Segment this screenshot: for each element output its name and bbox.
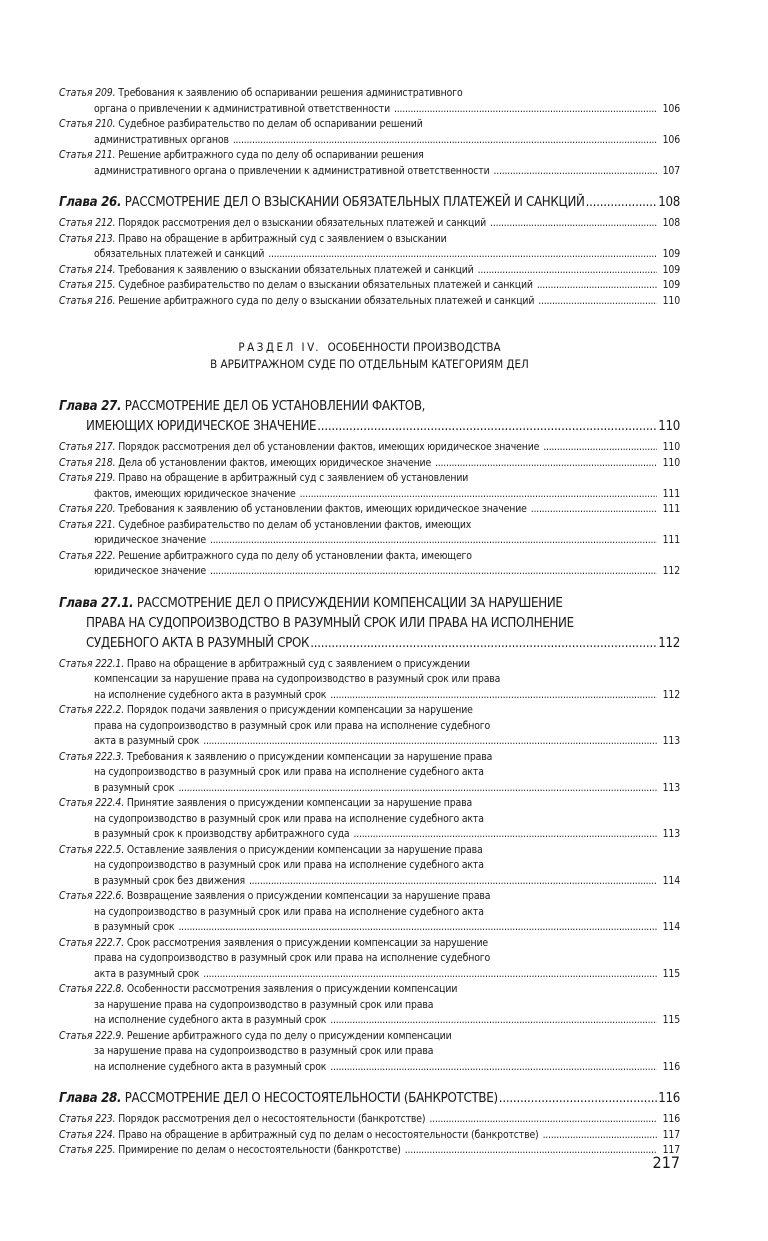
page-ref[interactable]: 106	[662, 102, 680, 115]
article-title: Решение арбитражного суда по делу о взыскании обязательных платежей и санкций	[118, 294, 535, 307]
dot-leader	[203, 967, 657, 983]
article-entry[interactable]	[59, 440, 680, 456]
entry-line	[59, 247, 680, 263]
article-number: Статья 222.1.	[59, 657, 125, 670]
dot-leader	[478, 263, 657, 279]
chapter-block	[59, 339, 680, 580]
entry-line	[59, 564, 680, 580]
chapter-number: Глава 27.	[59, 399, 122, 414]
dot-leader	[435, 456, 657, 472]
page-ref[interactable]: 109	[662, 263, 680, 276]
article-title: на исполнение судебного акта в разумный срок	[94, 1014, 327, 1026]
entry-line	[59, 634, 680, 654]
entry-line	[59, 920, 680, 936]
article-number: Статья 222.4.	[59, 797, 125, 809]
entry-line	[59, 998, 680, 1014]
article-number: Статья 210.	[59, 118, 116, 130]
entry-line	[59, 216, 680, 232]
article-number: Статья 225.	[59, 1144, 116, 1156]
article-number: Статья 219.	[59, 472, 116, 484]
chapter-block	[59, 1089, 680, 1159]
dot-leader	[203, 734, 657, 750]
article-entry[interactable]	[59, 1112, 680, 1128]
entry-line	[59, 397, 680, 417]
entry-line	[59, 456, 680, 472]
page-ref[interactable]: 114	[662, 921, 680, 933]
article-number: Статья 217.	[59, 441, 116, 453]
entry-line	[59, 193, 680, 213]
entry-line	[59, 905, 680, 921]
article-title: юридическое значение	[94, 565, 206, 577]
page-ref[interactable]: 110	[658, 419, 680, 434]
page-ref[interactable]: 117	[662, 1128, 680, 1141]
section-title-line	[59, 339, 680, 356]
article-number: Статья 220.	[59, 503, 116, 515]
page-ref[interactable]: 113	[662, 735, 680, 747]
article-entry[interactable]	[59, 982, 680, 1029]
article-title: Право на обращение в арбитражный суд по делам о несостоятельности (банкротстве)	[118, 1128, 539, 1141]
article-number: Статья 222.6.	[59, 890, 125, 902]
article-number: Статья 209.	[59, 87, 116, 99]
article-title: Судебное разбирательство по делам о взыскании обязательных платежей и санкций	[118, 279, 533, 291]
article-entry[interactable]	[59, 456, 680, 472]
entry-line	[59, 967, 680, 983]
entry-line	[59, 703, 680, 719]
entry-line	[59, 750, 680, 766]
page-ref[interactable]: 113	[662, 828, 680, 840]
article-title: Требования к заявлению об установлении фактов, имеющих юридическое значение	[118, 503, 527, 515]
article-title: компенсации за нарушение права на судопроизводство в разумный срок или права	[94, 673, 501, 685]
entry-line	[59, 594, 680, 614]
article-title: Решение арбитражного суда по делу о присуждении компенсации	[126, 1029, 452, 1042]
entry-line	[59, 719, 680, 735]
article-entry[interactable]	[59, 263, 680, 279]
chapter-title: РАССМОТРЕНИЕ ДЕЛ О НЕСОСТОЯТЕЛЬНОСТИ (БАНКРОТСТВЕ)	[124, 1091, 498, 1106]
dot-leader	[178, 920, 657, 936]
entry-line	[59, 982, 680, 998]
article-entry[interactable]	[59, 232, 680, 263]
page-ref[interactable]: 108	[658, 195, 680, 210]
dot-leader	[268, 247, 657, 263]
article-number: Статья 222.8.	[59, 983, 125, 995]
article-title: Требования к заявлению об оспаривании решения административного	[118, 87, 463, 99]
dot-leader	[394, 102, 657, 118]
page-ref[interactable]: 116	[662, 1060, 680, 1073]
article-entry[interactable]	[59, 1029, 680, 1076]
article-title: Судебное разбирательство по делам об оспаривании решений	[118, 118, 423, 130]
entry-line	[59, 86, 680, 102]
article-number: Статья 211.	[59, 149, 116, 161]
article-title: административных органов	[94, 133, 229, 146]
article-number: Статья 222.2.	[59, 704, 125, 716]
entry-line	[59, 440, 680, 456]
article-number: Статья 222.3.	[59, 750, 125, 763]
article-entry[interactable]	[59, 889, 680, 936]
entry-line	[59, 889, 680, 905]
chapter-heading[interactable]	[59, 1089, 680, 1109]
dot-leader	[494, 164, 658, 180]
article-title: в разумный срок к производству арбитражного суда	[94, 828, 350, 840]
article-title: за нарушение права на судопроизводство в разумный срок или права	[94, 998, 434, 1011]
article-title: на судопроизводство в разумный срок или права на исполнение судебного акта	[94, 859, 484, 871]
dot-leader	[330, 1060, 657, 1076]
article-title: Возвращение заявления о присуждении компенсации за нарушение права	[126, 890, 491, 902]
dot-leader	[233, 133, 657, 149]
dot-leader	[586, 193, 658, 213]
page-ref[interactable]: 111	[662, 503, 680, 515]
page-ref[interactable]: 106	[662, 133, 680, 146]
chapter-block	[59, 594, 680, 1076]
dot-leader	[531, 502, 657, 518]
article-title: Право на обращение в арбитражный суд с заявлением о присуждении	[126, 657, 470, 670]
section-title: ОСОБЕННОСТИ ПРОИЗВОДСТВА	[327, 340, 501, 354]
article-title: органа о привлечении к административной ответственности	[94, 102, 390, 115]
article-title: за нарушение права на судопроизводство в разумный срок или права	[94, 1045, 434, 1057]
page-ref[interactable]: 115	[662, 967, 680, 980]
entry-line	[59, 549, 680, 565]
entry-line	[59, 487, 680, 503]
article-entry[interactable]	[59, 216, 680, 232]
chapter-title: ИМЕЮЩИХ ЮРИДИЧЕСКОЕ ЗНАЧЕНИЕ	[86, 419, 317, 434]
section-title-line: В АРБИТРАЖНОМ СУДЕ ПО ОТДЕЛЬНЫМ КАТЕГОРИЯМ ДЕЛ	[210, 357, 529, 371]
entry-line	[59, 232, 680, 248]
article-number: Статья 222.	[59, 549, 116, 562]
page-ref[interactable]: 112	[658, 635, 680, 651]
chapter-heading[interactable]	[59, 594, 680, 654]
entry-line	[59, 471, 680, 487]
article-title: Особенности рассмотрения заявления о присуждении компенсации	[126, 983, 458, 995]
dot-leader	[317, 417, 657, 437]
article-title: Судебное разбирательство по делам об установлении фактов, имеющих	[118, 518, 472, 531]
entry-line	[59, 164, 680, 180]
article-number: Статья 214.	[59, 263, 116, 276]
article-entry[interactable]	[59, 117, 680, 148]
dot-leader	[210, 564, 657, 580]
article-number: Статья 216.	[59, 294, 116, 307]
entry-line	[59, 936, 680, 952]
article-number: Статья 218.	[59, 456, 116, 469]
table-of-contents	[59, 86, 680, 1159]
article-title: на судопроизводство в разумный срок или права на исполнение судебного акта	[94, 766, 484, 778]
page-ref[interactable]: 110	[662, 456, 680, 469]
page-ref[interactable]: 112	[662, 565, 680, 577]
entry-line	[59, 117, 680, 133]
entry-line	[59, 672, 680, 688]
article-entry[interactable]	[59, 1143, 680, 1159]
entry-line	[59, 263, 680, 279]
article-title: в разумный срок	[94, 781, 175, 794]
entry-line	[59, 533, 680, 549]
dot-leader	[537, 278, 657, 294]
article-title: Срок рассмотрения заявления о присуждении компенсации за нарушение	[126, 936, 489, 949]
entry-line	[59, 1029, 680, 1045]
article-number: Статья 215.	[59, 279, 116, 291]
page-ref[interactable]: 111	[662, 534, 680, 546]
entry-line	[59, 102, 680, 118]
article-title: на исполнение судебного акта в разумный срок	[94, 1060, 327, 1073]
entry-line	[59, 1013, 680, 1029]
page-ref[interactable]: 116	[662, 1113, 680, 1125]
article-title: юридическое значение	[94, 534, 206, 546]
entry-line	[59, 1089, 680, 1109]
page-ref[interactable]: 109	[662, 279, 680, 291]
page-ref[interactable]: 115	[662, 1014, 680, 1026]
page-ref[interactable]: 109	[662, 248, 680, 260]
article-entry[interactable]	[59, 86, 680, 117]
article-title: акта в разумный срок	[94, 735, 200, 747]
page-ref[interactable]: 108	[662, 217, 680, 229]
page-number: 217	[652, 1153, 680, 1172]
article-number: Статья 221.	[59, 518, 116, 531]
article-title: Примирение по делам о несостоятельности (банкротстве)	[118, 1144, 401, 1156]
chapter-head-wrap	[59, 397, 680, 437]
dot-leader	[429, 1112, 657, 1128]
dot-leader	[330, 688, 657, 704]
article-number: Статья 222.7.	[59, 936, 125, 949]
article-title: права на судопроизводство в разумный срок или права на исполнение судебного	[94, 719, 491, 732]
article-title: Порядок рассмотрения дел об установлении фактов, имеющих юридическое значение	[118, 441, 540, 453]
dot-leader	[405, 1143, 657, 1159]
entry-line	[59, 812, 680, 828]
page-ref[interactable]: 116	[658, 1091, 680, 1106]
article-title: административного органа о привлечении к административной ответственности	[94, 164, 490, 177]
article-title: права на судопроизводство в разумный срок или права на исполнение судебного	[94, 952, 491, 964]
chapter-heading[interactable]	[59, 397, 680, 437]
article-title: в разумный срок без движения	[94, 874, 245, 887]
entry-line	[59, 1044, 680, 1060]
entry-line	[59, 734, 680, 750]
entry-line	[59, 502, 680, 518]
entry-line	[59, 133, 680, 149]
article-title: Право на обращение в арбитражный суд с заявлением о взыскании	[118, 232, 447, 245]
article-title: Право на обращение в арбитражный суд с заявлением об установлении	[118, 472, 469, 484]
entry-line	[59, 951, 680, 967]
article-title: Принятие заявления о присуждении компенсации за нарушение права	[126, 797, 473, 809]
article-title: на судопроизводство в разумный срок или права на исполнение судебного акта	[94, 905, 484, 918]
entry-line	[59, 1112, 680, 1128]
entry-line	[59, 294, 680, 310]
entry-line	[59, 1143, 680, 1159]
dot-leader	[249, 874, 657, 890]
chapter-head-wrap	[59, 193, 680, 213]
entry-line	[59, 518, 680, 534]
entry-line	[59, 1060, 680, 1076]
article-entry[interactable]	[59, 294, 680, 310]
entry-line	[59, 148, 680, 164]
page-ref[interactable]: 113	[662, 781, 680, 794]
article-entry[interactable]	[59, 657, 680, 704]
entry-line	[59, 796, 680, 812]
page-ref[interactable]: 110	[662, 441, 680, 453]
chapter-title: ПРАВА НА СУДОПРОИЗВОДСТВО В РАЗУМНЫЙ СРОК ИЛИ ПРАВА НА ИСПОЛНЕНИЕ	[86, 615, 574, 631]
page-ref[interactable]: 111	[662, 487, 680, 500]
article-number: Статья 222.9.	[59, 1029, 125, 1042]
article-entry[interactable]	[59, 936, 680, 983]
chapter-number: Глава 27.1.	[59, 595, 134, 611]
article-entry[interactable]	[59, 1128, 680, 1144]
article-title: Требования к заявлению о присуждении компенсации за нарушение права	[126, 750, 493, 763]
article-entry[interactable]	[59, 843, 680, 890]
chapter-number: Глава 26.	[59, 195, 122, 210]
articles-block	[59, 86, 680, 179]
dot-leader	[490, 216, 657, 232]
page-ref[interactable]: 107	[662, 164, 680, 177]
article-title: Порядок рассмотрения дел о несостоятельности (банкротстве)	[118, 1113, 426, 1125]
article-title: Порядок подачи заявления о присуждении компенсации за нарушение	[126, 704, 473, 716]
entry-line	[59, 1128, 680, 1144]
page-ref[interactable]: 112	[662, 688, 680, 701]
entry-line	[59, 417, 680, 437]
chapter-title: СУДЕБНОГО АКТА В РАЗУМНЫЙ СРОК	[86, 635, 310, 651]
article-title: Порядок рассмотрения дел о взыскании обязательных платежей и санкций	[118, 217, 487, 229]
page-ref[interactable]: 114	[662, 874, 680, 887]
page-ref[interactable]: 110	[662, 294, 680, 307]
article-entry[interactable]	[59, 796, 680, 843]
chapter-title: РАССМОТРЕНИЕ ДЕЛ О ВЗЫСКАНИИ ОБЯЗАТЕЛЬНЫХ ПЛАТЕЖЕЙ И САНКЦИЙ	[124, 195, 585, 210]
entry-line	[59, 657, 680, 673]
dot-leader	[543, 440, 657, 456]
entry-line	[59, 827, 680, 843]
section-heading	[59, 339, 680, 373]
dot-leader	[330, 1013, 657, 1029]
dot-leader	[310, 634, 657, 654]
article-title: обязательных платежей и санкций	[94, 248, 265, 260]
article-entry[interactable]	[59, 278, 680, 294]
article-entry[interactable]	[59, 549, 680, 580]
dot-leader	[300, 487, 657, 503]
dot-leader	[543, 1128, 657, 1144]
article-title: на исполнение судебного акта в разумный срок	[94, 688, 327, 701]
dot-leader	[538, 294, 657, 310]
dot-leader	[178, 781, 657, 797]
chapter-number: Глава 28.	[59, 1091, 122, 1106]
article-entry[interactable]	[59, 703, 680, 750]
article-title: фактов, имеющих юридическое значение	[94, 487, 296, 500]
article-title: акта в разумный срок	[94, 967, 200, 980]
article-entry[interactable]	[59, 502, 680, 518]
article-title: на судопроизводство в разумный срок или права на исполнение судебного акта	[94, 812, 484, 825]
article-title: Решение арбитражного суда по делу об оспаривании решения	[118, 149, 424, 161]
article-entry[interactable]	[59, 518, 680, 549]
article-title: в разумный срок	[94, 921, 175, 933]
article-title: Дела об установлении фактов, имеющих юридическое значение	[118, 456, 432, 469]
entry-line	[59, 278, 680, 294]
entry-line	[59, 874, 680, 890]
article-number: Статья 223.	[59, 1113, 116, 1125]
article-entry[interactable]	[59, 471, 680, 502]
section-label: РАЗДЕЛ IV.	[238, 340, 321, 354]
article-number: Статья 222.5.	[59, 843, 125, 856]
dot-leader	[353, 827, 657, 843]
article-number: Статья 213.	[59, 232, 116, 245]
entry-line	[59, 614, 680, 634]
dot-leader	[210, 533, 657, 549]
entry-line	[59, 858, 680, 874]
page-ref[interactable]: 117	[662, 1144, 680, 1156]
entry-line	[59, 688, 680, 704]
chapter-head-wrap	[59, 1089, 680, 1109]
chapter-title: РАССМОТРЕНИЕ ДЕЛ ОБ УСТАНОВЛЕНИИ ФАКТОВ,	[124, 399, 426, 414]
chapter-block	[59, 193, 680, 309]
chapter-heading[interactable]	[59, 193, 680, 213]
entry-line	[59, 765, 680, 781]
chapter-head-wrap	[59, 594, 680, 654]
article-entry[interactable]	[59, 750, 680, 797]
article-entry[interactable]	[59, 148, 680, 179]
chapter-title: РАССМОТРЕНИЕ ДЕЛ О ПРИСУЖДЕНИИ КОМПЕНСАЦИИ ЗА НАРУШЕНИЕ	[136, 595, 563, 611]
article-number: Статья 212.	[59, 217, 116, 229]
article-title: Оставление заявления о присуждении компенсации за нарушение права	[126, 843, 483, 856]
entry-line	[59, 843, 680, 859]
article-number: Статья 224.	[59, 1128, 116, 1141]
entry-line	[59, 781, 680, 797]
article-title: Требования к заявлению о взыскании обязательных платежей и санкций	[118, 263, 474, 276]
article-title: Решение арбитражного суда по делу об установлении факта, имеющего	[118, 549, 472, 562]
dot-leader	[499, 1089, 657, 1109]
